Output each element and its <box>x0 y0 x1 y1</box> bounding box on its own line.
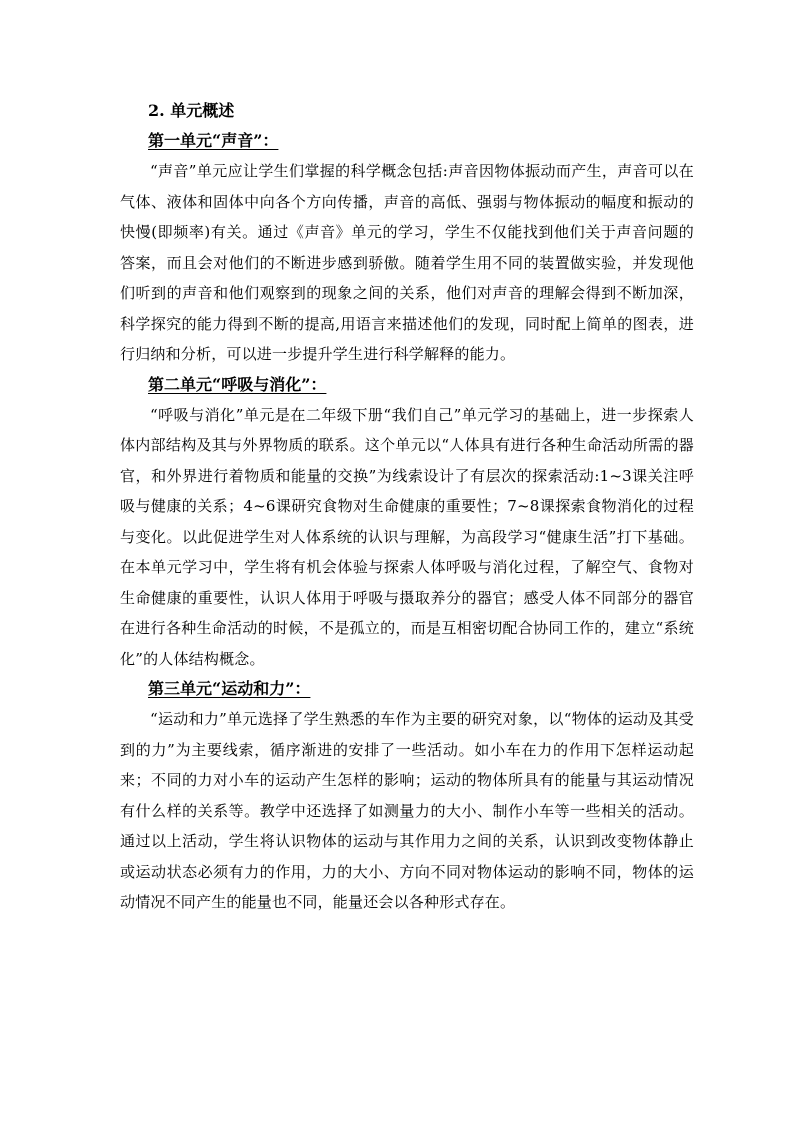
unit-2-title <box>148 370 694 400</box>
unit-1-title-text: 第一单元“声音”： <box>148 131 279 150</box>
unit-1-body: “声音”单元应让学生们掌握的科学概念包括:声音因物体振动而产生，声音可以在气体、液体和固体中向各个方向传播，声音的高低、强弱与物体振动的幅度和振动的快慢(即频率)有关。通过《声音》单元的学习，学生不仅能找到他们关于声音问题的答案，而且会对他们的不断进步感到骄傲。随着学生用不同的装置做实验，并发现他们听到的声音和他们观察到的现象之间的关系，他们对声音的理解会得到不断加深，科学探究的能力得到不断的提高,用语言来描述他们的发现，同时配上简单的图表，进行归纳和分析，可以进一步提升学生进行科学解释的能力。 <box>120 162 694 363</box>
unit-2-title-text: 第二单元“呼吸与消化”： <box>148 374 327 394</box>
unit-3-title <box>148 674 694 704</box>
unit-3-body: “运动和力”单元选择了学生熟悉的车作为主要的研究对象，以“物体的运动及其受到的力”为主要线索，循序渐进的安排了一些活动。如小车在力的作用下怎样运动起来；不同的力对小车的运动产生怎样的影响；运动的物体所具有的能量与其运动情况有什么样的关系等。教学中还选择了如测量力的大小、制作小车等一些相关的活动。通过以上活动，学生将认识物体的运动与其作用力之间的关系，认识到改变物体静止或运动状态必须有力的作用，力的大小、方向不同对物体运动的影响不同，物体的运动情况不同产生的能量也不同，能量还会以各种形式存在。 <box>120 710 694 911</box>
document-content <box>120 96 694 918</box>
section-heading: 2. 单元概述 <box>148 101 235 120</box>
unit-2-body: “呼吸与消化”单元是在二年级下册“我们自己”单元学习的基础上，进一步探索人体内部结构及其与外界物质的联系。这个单元以“人体具有进行各种生命活动所需的器官，和外界进行着物质和能量的交换”为线索设计了有层次的探索活动:1~3课关注呼吸与健康的关系；4~6课研究食物对生命健康的重要性；7~8课探索食物消化的过程与变化。以此促进学生对人体系统的认识与理解，为高段学习“健康生活”打下基础。在本单元学习中，学生将有机会体验与探索人体呼吸与消化过程，了解空气、食物对生命健康的重要性，认识人体用于呼吸与摄取养分的器官；感受人体不同部分的器官在进行各种生命活动的时候，不是孤立的，而是互相密切配合协同工作的，建立“系统化”的人体结构概念。 <box>120 405 694 668</box>
unit-1-title <box>148 126 694 156</box>
unit-3-title-text: 第三单元“运动和力”： <box>148 679 311 698</box>
